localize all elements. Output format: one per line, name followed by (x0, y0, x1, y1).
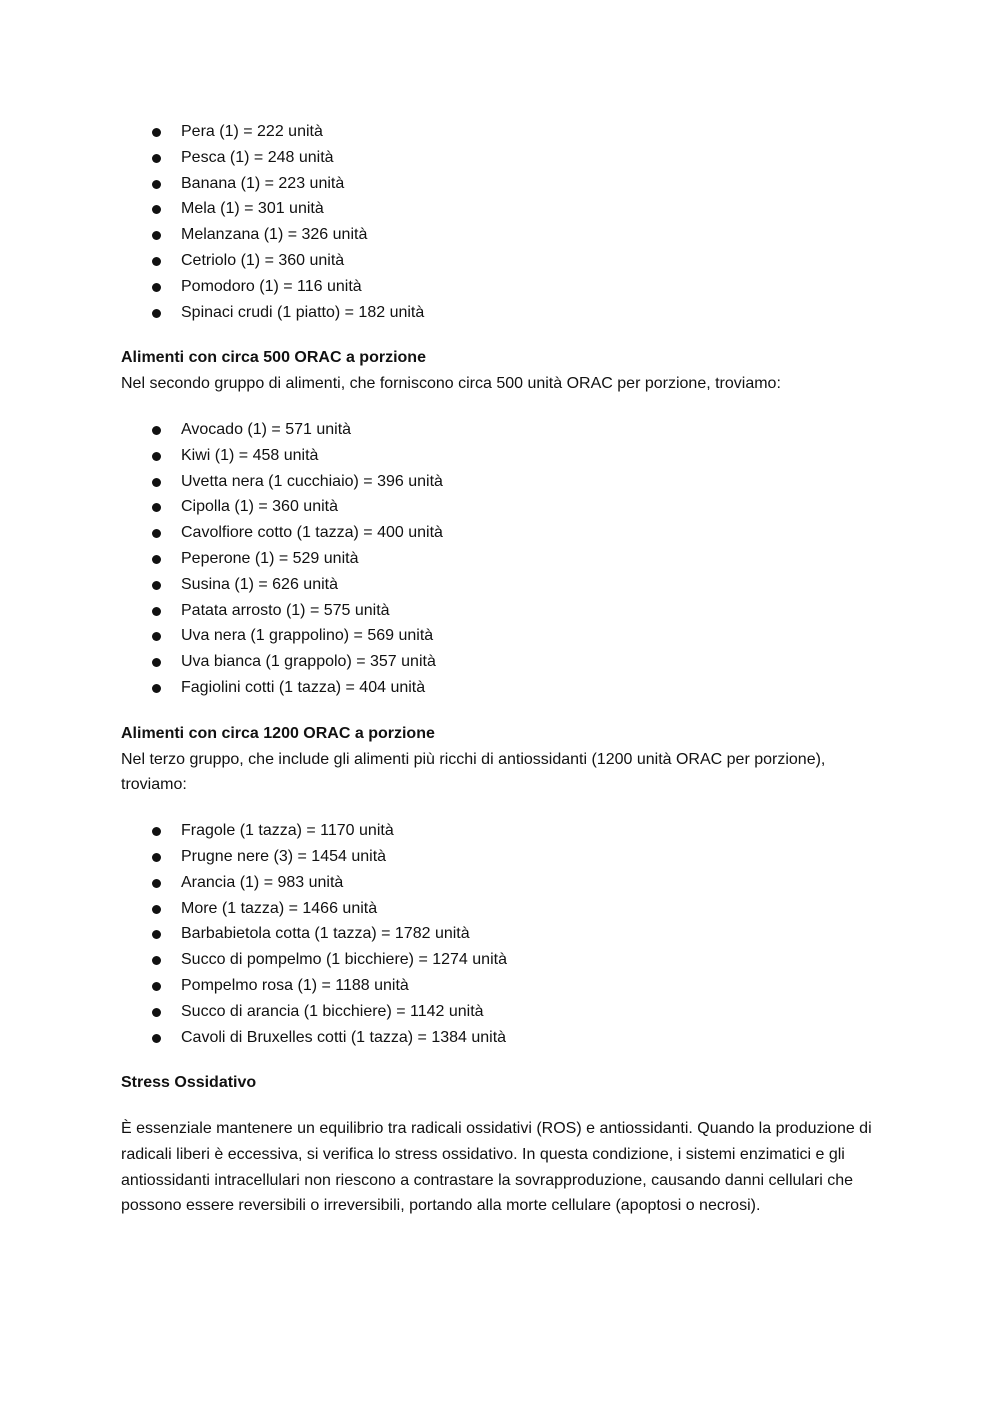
bullet-icon (152, 581, 161, 590)
orac-list-group-1200 (121, 818, 881, 1050)
list-item (121, 649, 881, 675)
bullet-icon (152, 205, 161, 214)
section-heading-1200-orac: Alimenti con circa 1200 ORAC a porzione (121, 724, 435, 742)
section-heading-500-orac: Alimenti con circa 500 ORAC a porzione (121, 349, 426, 367)
bullet-icon (152, 128, 161, 137)
list-item (121, 818, 881, 844)
list-item (121, 623, 881, 649)
list-item (121, 896, 881, 922)
list-item (121, 417, 881, 443)
bullet-icon (152, 607, 161, 616)
list-item (121, 598, 881, 624)
section-intro-500-orac: Nel secondo gruppo di alimenti, che forniscono circa 500 unità ORAC per porzione, troviamo: (121, 375, 781, 393)
list-item (121, 300, 881, 326)
bullet-icon (152, 879, 161, 888)
list-item (121, 921, 881, 947)
list-item (121, 145, 881, 171)
list-item (121, 1025, 881, 1051)
list-item-text: Arancia (1) = 983 unità (181, 873, 344, 891)
list-item (121, 196, 881, 222)
bullet-icon (152, 231, 161, 240)
bullet-icon (152, 452, 161, 461)
list-item-text: More (1 tazza) = 1466 unità (181, 899, 378, 917)
list-item (121, 222, 881, 248)
list-item (121, 171, 881, 197)
list-item (121, 947, 881, 973)
list-item-text: Fagiolini cotti (1 tazza) = 404 unità (181, 678, 426, 696)
bullet-icon (152, 905, 161, 914)
bullet-icon (152, 956, 161, 965)
list-item-text: Avocado (1) = 571 unità (181, 420, 352, 438)
list-item (121, 870, 881, 896)
bullet-icon (152, 1008, 161, 1017)
section-intro-1200-orac: Nel terzo gruppo, che include gli alimenti più ricchi di antiossidanti (1200 unità ORAC per porzione), troviamo: (121, 750, 826, 794)
list-item-text: Patata arrosto (1) = 575 unità (181, 601, 390, 619)
list-item-text: Pera (1) = 222 unità (181, 123, 323, 140)
list-item (121, 844, 881, 870)
list-item (121, 443, 881, 469)
list-item-text: Uvetta nera (1 cucchiaio) = 396 unità (181, 472, 443, 490)
list-item-text: Prugne nere (3) = 1454 unità (181, 847, 387, 865)
list-item (121, 572, 881, 598)
list-item-text: Mela (1) = 301 unità (181, 200, 324, 218)
list-item-text: Succo di arancia (1 bicchiere) = 1142 unità (181, 1002, 484, 1020)
list-item-text: Spinaci crudi (1 piatto) = 182 unità (181, 303, 425, 321)
bullet-icon (152, 478, 161, 487)
list-item-text: Pesca (1) = 248 unità (181, 148, 334, 166)
list-item (121, 999, 881, 1025)
list-item-text: Cipolla (1) = 360 unità (181, 498, 338, 516)
orac-list-group-500 (121, 417, 881, 701)
orac-list-group-1 (121, 119, 881, 325)
list-item-text: Kiwi (1) = 458 unità (181, 446, 319, 464)
bullet-icon (152, 853, 161, 862)
bullet-icon (152, 1034, 161, 1043)
list-item-text: Susina (1) = 626 unità (181, 575, 338, 593)
bullet-icon (152, 555, 161, 564)
list-item-text: Cavolfiore cotto (1 tazza) = 400 unità (181, 524, 443, 542)
bullet-icon (152, 658, 161, 667)
list-item (121, 494, 881, 520)
list-item (121, 248, 881, 274)
section-heading-stress: Stress Ossidativo (121, 1074, 257, 1092)
bullet-icon (152, 283, 161, 292)
bullet-icon (152, 154, 161, 163)
bullet-icon (152, 930, 161, 939)
list-item (121, 469, 881, 495)
bullet-icon (152, 503, 161, 512)
list-item (121, 119, 881, 145)
list-item-text: Fragole (1 tazza) = 1170 unità (181, 822, 394, 840)
document-page (121, 119, 881, 1219)
list-item (121, 675, 881, 701)
list-item-text: Pomodoro (1) = 116 unità (181, 277, 362, 295)
bullet-icon (152, 529, 161, 538)
bullet-icon (152, 426, 161, 435)
list-item (121, 274, 881, 300)
bullet-icon (152, 180, 161, 189)
section-body-stress: È essenziale mantenere un equilibrio tra radicali ossidativi (ROS) e antiossidanti. Quando la produzione di radicali liberi è eccessiva, si verifica lo stress ossidativo. In questa condizione, i sistemi enzimatici e gli antiossidanti intracellulari non riescono a contrastare la sovrapproduzione, causando danni cellulari che possono essere reversibili o irreversibili, portando alla morte cellulare (apoptosi o necrosi). (121, 1120, 872, 1215)
list-item-text: Uva nera (1 grappolino) = 569 unità (181, 627, 434, 645)
list-item-text: Cavoli di Bruxelles cotti (1 tazza) = 1384 unità (181, 1028, 507, 1046)
list-item-text: Barbabietola cotta (1 tazza) = 1782 unità (181, 925, 470, 943)
bullet-icon (152, 982, 161, 991)
list-item-text: Uva bianca (1 grappolo) = 357 unità (181, 653, 436, 671)
list-item (121, 973, 881, 999)
bullet-icon (152, 309, 161, 318)
list-item-text: Pompelmo rosa (1) = 1188 unità (181, 976, 409, 994)
bullet-icon (152, 257, 161, 266)
bullet-icon (152, 827, 161, 836)
list-item-text: Cetriolo (1) = 360 unità (181, 251, 345, 269)
list-item-text: Melanzana (1) = 326 unità (181, 226, 368, 244)
list-item-text: Peperone (1) = 529 unità (181, 549, 359, 567)
bullet-icon (152, 632, 161, 641)
bullet-icon (152, 684, 161, 693)
list-item (121, 546, 881, 572)
list-item (121, 520, 881, 546)
list-item-text: Succo di pompelmo (1 bicchiere) = 1274 unità (181, 951, 507, 969)
list-item-text: Banana (1) = 223 unità (181, 174, 345, 192)
